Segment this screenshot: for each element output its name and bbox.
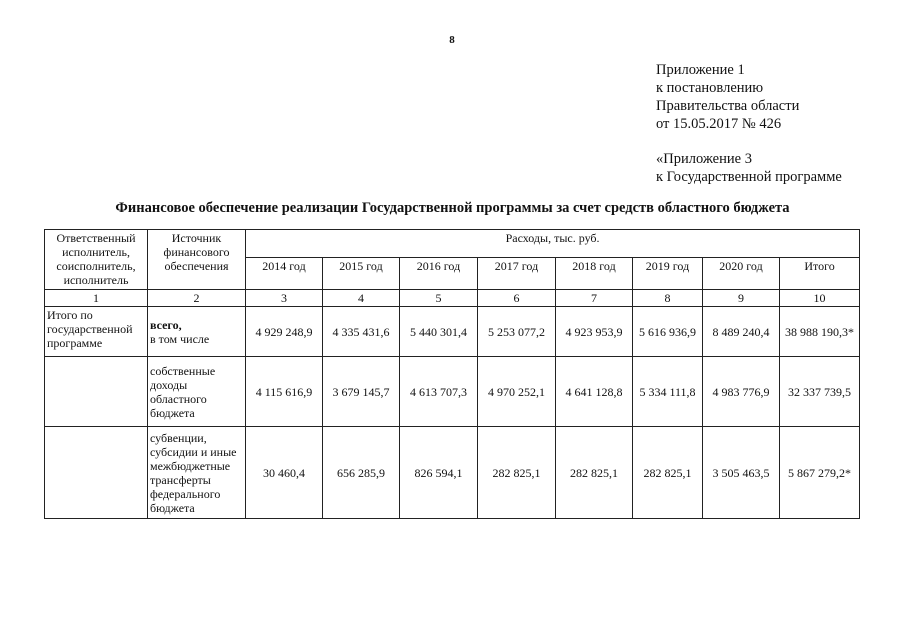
table-cell: 4 613 707,3 xyxy=(400,357,478,427)
appendix-program-block xyxy=(656,150,896,186)
row-source xyxy=(148,307,246,357)
table-cell: 3 505 463,5 xyxy=(703,427,780,519)
table-cell: 282 825,1 xyxy=(556,427,633,519)
appendix-line: «Приложение 3 xyxy=(656,151,752,167)
table-cell: 8 489 240,4 xyxy=(703,307,780,357)
header-year: 2015 год xyxy=(323,258,400,290)
table-cell-total: 5 867 279,2* xyxy=(780,427,860,519)
table-row xyxy=(45,307,860,357)
appendix-line: Приложение 1 xyxy=(656,62,745,78)
table-cell: 5 253 077,2 xyxy=(478,307,556,357)
column-number: 7 xyxy=(556,290,633,307)
column-number: 4 xyxy=(323,290,400,307)
table-cell: 826 594,1 xyxy=(400,427,478,519)
column-number: 9 xyxy=(703,290,780,307)
column-number: 3 xyxy=(246,290,323,307)
page-number: 8 xyxy=(449,34,455,46)
financing-table xyxy=(44,229,860,519)
column-number: 2 xyxy=(148,290,246,307)
document-title: Финансовое обеспечение реализации Государственной программы за счет средств областного бюджета xyxy=(115,200,790,216)
table-cell: 4 923 953,9 xyxy=(556,307,633,357)
appendix-line: к постановлению xyxy=(656,80,764,96)
table-cell: 4 970 252,1 xyxy=(478,357,556,427)
header-year: 2016 год xyxy=(400,258,478,290)
appendix-line: Правительства области xyxy=(656,98,800,114)
appendix-reference-block xyxy=(656,61,896,133)
header-year: 2020 год xyxy=(703,258,780,290)
row-source-total-label: всего, xyxy=(150,317,182,332)
table-cell: 4 115 616,9 xyxy=(246,357,323,427)
header-total: Итого xyxy=(780,258,860,290)
table-cell: 30 460,4 xyxy=(246,427,323,519)
table-row xyxy=(45,427,860,519)
column-number: 1 xyxy=(45,290,148,307)
appendix-line: от 15.05.2017 № 426 xyxy=(656,116,782,132)
row-executor xyxy=(45,427,148,519)
row-source: собственные доходы областного бюджета xyxy=(148,357,246,427)
table-cell: 4 335 431,6 xyxy=(323,307,400,357)
header-source: Источник финансового обеспечения xyxy=(148,230,246,290)
table-cell: 282 825,1 xyxy=(633,427,703,519)
column-number: 6 xyxy=(478,290,556,307)
table-cell-total: 38 988 190,3* xyxy=(780,307,860,357)
header-executor: Ответственный исполнитель, соисполнитель, исполнитель xyxy=(45,230,148,290)
table-cell: 4 641 128,8 xyxy=(556,357,633,427)
table-cell: 5 440 301,4 xyxy=(400,307,478,357)
column-number: 10 xyxy=(780,290,860,307)
header-year: 2018 год xyxy=(556,258,633,290)
table-cell: 656 285,9 xyxy=(323,427,400,519)
column-number: 8 xyxy=(633,290,703,307)
row-executor xyxy=(45,357,148,427)
table-cell: 282 825,1 xyxy=(478,427,556,519)
table-row xyxy=(45,357,860,427)
table-cell: 3 679 145,7 xyxy=(323,357,400,427)
row-source-label: в том числе xyxy=(150,331,210,346)
appendix-line: к Государственной программе xyxy=(656,169,842,185)
header-year: 2019 год xyxy=(633,258,703,290)
header-row xyxy=(45,230,860,258)
column-number: 5 xyxy=(400,290,478,307)
column-number-row xyxy=(45,290,860,307)
table-cell-total: 32 337 739,5 xyxy=(780,357,860,427)
header-year: 2014 год xyxy=(246,258,323,290)
table-cell: 5 334 111,8 xyxy=(633,357,703,427)
header-expenses: Расходы, тыс. руб. xyxy=(246,230,860,258)
row-source: субвенции, субсидии и иные межбюджетные трансферты федерального бюджета xyxy=(148,427,246,519)
table-cell: 4 929 248,9 xyxy=(246,307,323,357)
row-executor: Итого по государственной программе xyxy=(45,307,148,357)
table-cell: 4 983 776,9 xyxy=(703,357,780,427)
table-cell: 5 616 936,9 xyxy=(633,307,703,357)
header-year: 2017 год xyxy=(478,258,556,290)
